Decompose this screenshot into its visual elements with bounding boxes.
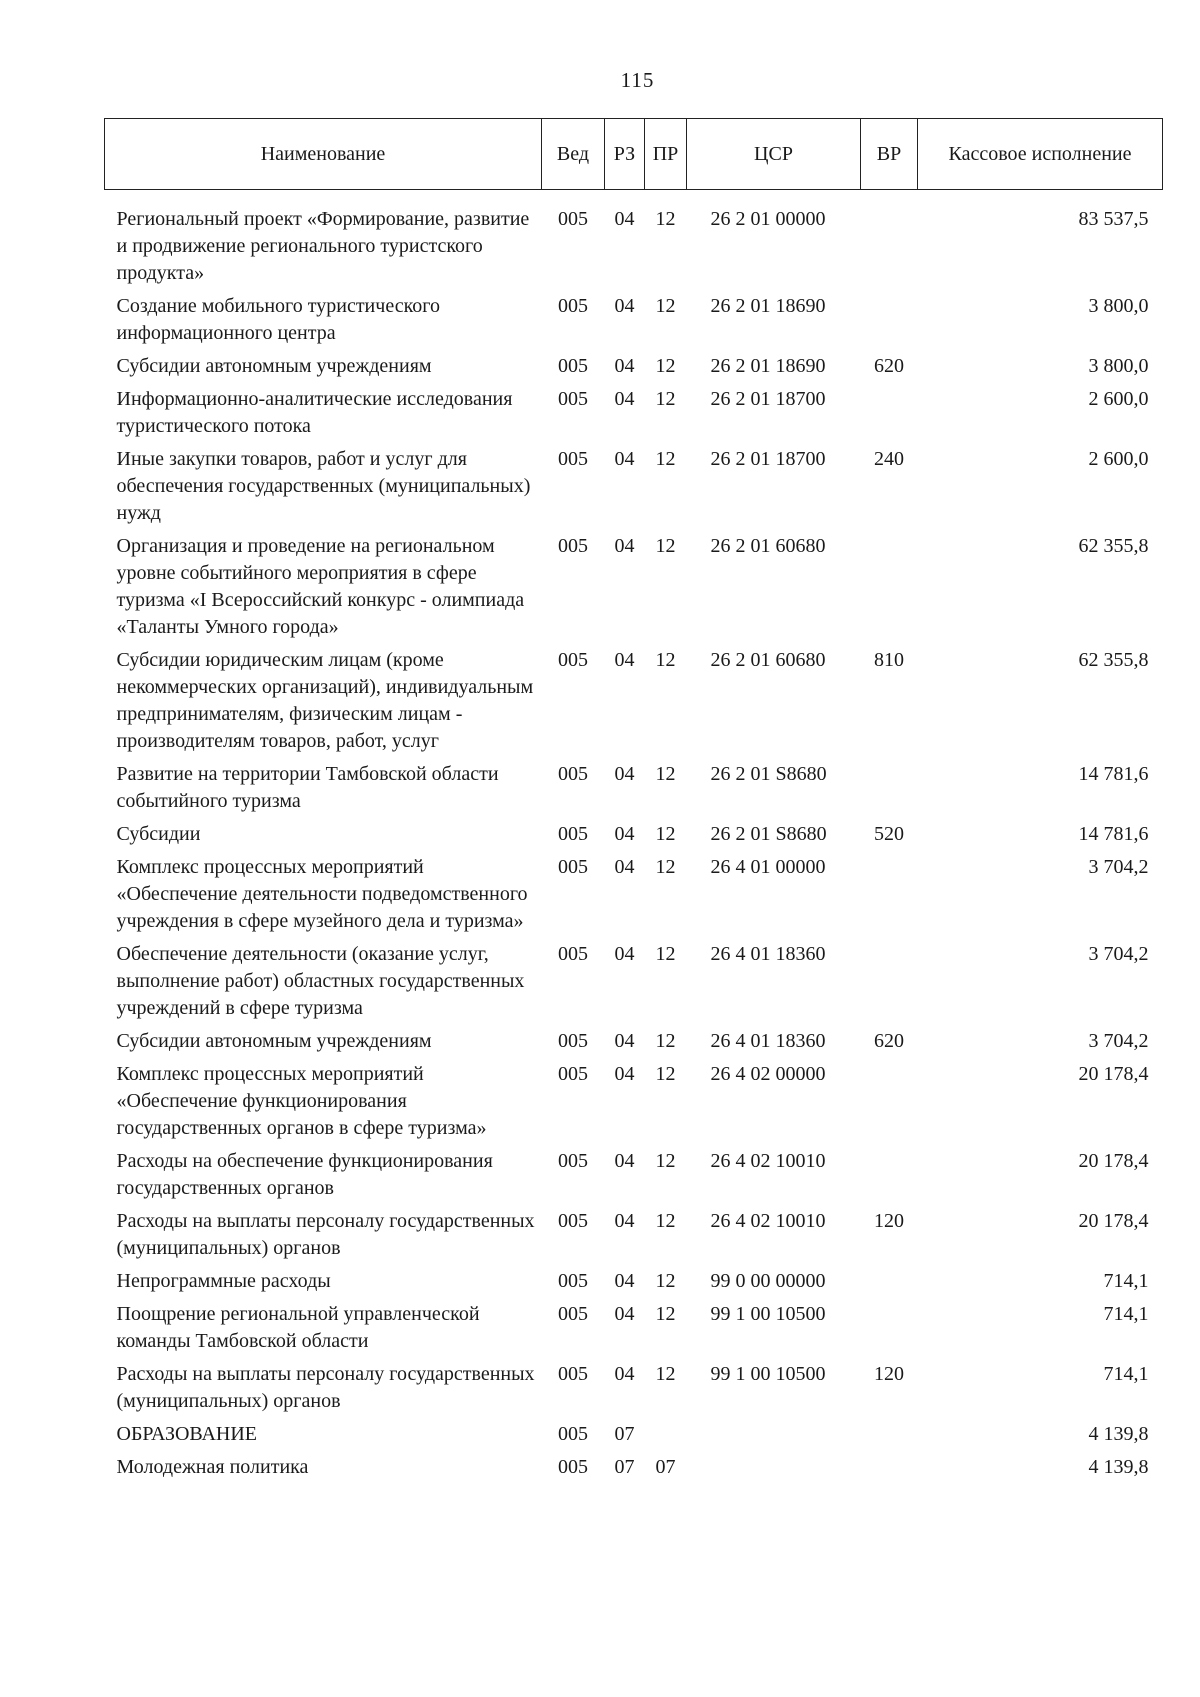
row-ved: 005 <box>558 823 588 845</box>
row-name: Информационно-аналитические исследования туристического потока <box>116 388 513 437</box>
table-row <box>105 293 1163 353</box>
row-rz: 04 <box>614 823 635 845</box>
row-pr: 12 <box>655 763 676 785</box>
row-ved: 005 <box>558 355 588 377</box>
row-name: Комплекс процессных мероприятий «Обеспечение функционирования государственных органов в сфере туризма» <box>116 1063 487 1139</box>
row-rz: 04 <box>614 388 635 410</box>
row-ved: 005 <box>558 1270 588 1292</box>
row-amount: 62 355,8 <box>1078 649 1149 671</box>
row-name: Субсидии <box>116 823 201 845</box>
row-rz: 04 <box>614 856 635 878</box>
row-pr: 12 <box>655 1270 676 1292</box>
row-name: Развитие на территории Тамбовской области событийного туризма <box>116 763 499 812</box>
table-row <box>105 647 1163 761</box>
row-vr <box>861 1301 918 1361</box>
row-name: Расходы на обеспечение функционирования государственных органов <box>116 1150 493 1199</box>
row-amount: 20 178,4 <box>1078 1150 1149 1172</box>
row-name: Комплекс процессных мероприятий «Обеспечение деятельности подведомственного учреждения в сфере музейного дела и туризма» <box>116 856 528 932</box>
row-pr: 12 <box>655 388 676 410</box>
row-rz: 04 <box>614 1063 635 1085</box>
row-ved: 005 <box>558 388 588 410</box>
row-pr: 12 <box>655 943 676 965</box>
row-pr: 12 <box>655 1030 676 1052</box>
row-csr: 26 4 02 10010 <box>710 1150 826 1172</box>
row-vr: 120 <box>874 1363 904 1385</box>
row-name: Обеспечение деятельности (оказание услуг, выполнение работ) областных государственных учреждений в сфере туризма <box>116 943 525 1019</box>
row-rz: 04 <box>614 1030 635 1052</box>
row-rz: 04 <box>614 208 635 230</box>
row-name: Иные закупки товаров, работ и услуг для обеспечения государственных (муниципальных) нужд <box>116 448 531 524</box>
table-body <box>105 190 1163 1488</box>
table-row <box>105 1361 1163 1421</box>
row-pr <box>645 1421 687 1454</box>
row-csr: 26 2 01 00000 <box>710 208 826 230</box>
row-ved: 005 <box>558 535 588 557</box>
row-amount: 3 704,2 <box>1088 1030 1149 1052</box>
row-rz: 04 <box>614 649 635 671</box>
row-csr: 26 4 02 00000 <box>710 1063 826 1085</box>
row-csr: 26 2 01 S8680 <box>710 763 827 785</box>
row-ved: 005 <box>558 1423 588 1445</box>
row-vr <box>861 1061 918 1148</box>
table-header-row <box>105 119 1163 190</box>
row-name: Молодежная политика <box>116 1456 309 1478</box>
row-pr: 12 <box>655 448 676 470</box>
row-rz: 04 <box>614 535 635 557</box>
row-vr <box>861 941 918 1028</box>
row-amount: 714,1 <box>1103 1270 1149 1292</box>
row-pr: 12 <box>655 823 676 845</box>
row-amount: 2 600,0 <box>1088 388 1149 410</box>
row-name: Субсидии автономным учреждениям <box>116 1030 432 1052</box>
table-row <box>105 1421 1163 1454</box>
row-csr <box>687 1454 861 1487</box>
budget-table <box>104 118 1163 1487</box>
row-rz: 04 <box>614 1150 635 1172</box>
row-vr: 810 <box>874 649 904 671</box>
header-pr: ПР <box>645 119 687 190</box>
page-number: 115 <box>620 68 655 92</box>
row-vr <box>861 1421 918 1454</box>
row-name: Расходы на выплаты персоналу государственных (муниципальных) органов <box>116 1363 535 1412</box>
row-csr: 26 2 01 18700 <box>710 448 826 470</box>
row-ved: 005 <box>558 295 588 317</box>
table-row <box>105 1454 1163 1487</box>
row-csr: 99 0 00 00000 <box>710 1270 826 1292</box>
row-vr <box>861 854 918 941</box>
row-amount: 20 178,4 <box>1078 1063 1149 1085</box>
row-ved: 005 <box>558 1063 588 1085</box>
row-vr <box>861 761 918 821</box>
table-row <box>105 533 1163 647</box>
row-amount: 20 178,4 <box>1078 1210 1149 1232</box>
table-row <box>105 1268 1163 1301</box>
row-csr: 26 4 01 18360 <box>710 943 826 965</box>
row-pr: 12 <box>655 649 676 671</box>
row-amount: 14 781,6 <box>1078 763 1149 785</box>
row-amount: 83 537,5 <box>1078 208 1149 230</box>
table-row <box>105 1028 1163 1061</box>
row-rz: 04 <box>614 1303 635 1325</box>
row-name: Региональный проект «Формирование, развитие и продвижение регионального туристского продукта» <box>116 208 530 284</box>
row-ved: 005 <box>558 1303 588 1325</box>
row-vr <box>861 533 918 647</box>
row-vr <box>861 1268 918 1301</box>
row-ved: 005 <box>558 1150 588 1172</box>
row-ved: 005 <box>558 208 588 230</box>
row-ved: 005 <box>558 1210 588 1232</box>
row-rz: 04 <box>614 295 635 317</box>
row-name: Организация и проведение на региональном уровне событийного мероприятия в сфере туризма «I Всероссийский конкурс - олимпиада «Таланты Умного города» <box>116 535 525 638</box>
row-vr: 120 <box>874 1210 904 1232</box>
row-amount: 3 704,2 <box>1088 943 1149 965</box>
row-pr: 12 <box>655 1303 676 1325</box>
row-csr: 26 4 01 00000 <box>710 856 826 878</box>
row-rz: 04 <box>614 1270 635 1292</box>
row-amount: 14 781,6 <box>1078 823 1149 845</box>
table-row <box>105 1301 1163 1361</box>
table-row <box>105 761 1163 821</box>
table-row <box>105 353 1163 386</box>
row-pr: 12 <box>655 1150 676 1172</box>
table-row <box>105 1148 1163 1208</box>
table-row <box>105 386 1163 446</box>
row-vr: 620 <box>874 355 904 377</box>
header-amount: Кассовое исполнение <box>918 119 1163 190</box>
row-pr: 12 <box>655 355 676 377</box>
row-csr: 99 1 00 10500 <box>710 1363 826 1385</box>
row-pr: 12 <box>655 208 676 230</box>
header-name: Наименование <box>105 119 542 190</box>
row-csr: 26 4 01 18360 <box>710 1030 826 1052</box>
row-amount: 3 704,2 <box>1088 856 1149 878</box>
row-amount: 3 800,0 <box>1088 295 1149 317</box>
table-row <box>105 190 1163 294</box>
row-name: Создание мобильного туристического информационного центра <box>116 295 440 344</box>
row-amount: 714,1 <box>1103 1363 1149 1385</box>
row-vr <box>861 1148 918 1208</box>
row-vr: 240 <box>874 448 904 470</box>
row-amount: 2 600,0 <box>1088 448 1149 470</box>
header-csr: ЦСР <box>687 119 861 190</box>
row-amount: 714,1 <box>1103 1303 1149 1325</box>
row-pr: 12 <box>655 856 676 878</box>
table-row <box>105 941 1163 1028</box>
row-name: ОБРАЗОВАНИЕ <box>116 1423 258 1445</box>
table-row <box>105 854 1163 941</box>
row-rz: 07 <box>614 1423 635 1445</box>
row-ved: 005 <box>558 763 588 785</box>
row-csr: 26 2 01 18700 <box>710 388 826 410</box>
row-ved: 005 <box>558 1030 588 1052</box>
header-rz: РЗ <box>605 119 645 190</box>
row-rz: 04 <box>614 763 635 785</box>
row-rz: 04 <box>614 355 635 377</box>
header-vr: ВР <box>861 119 918 190</box>
row-name: Субсидии юридическим лицам (кроме некоммерческих организаций), индивидуальным предпринимателям, физическим лицам - производителям товаров, работ, услуг <box>116 649 534 752</box>
row-vr <box>861 386 918 446</box>
table-row <box>105 446 1163 533</box>
row-pr: 12 <box>655 295 676 317</box>
row-name: Субсидии автономным учреждениям <box>116 355 432 377</box>
row-name: Поощрение региональной управленческой команды Тамбовской области <box>116 1303 480 1352</box>
row-pr: 12 <box>655 535 676 557</box>
row-ved: 005 <box>558 1456 588 1478</box>
row-rz: 04 <box>614 1210 635 1232</box>
row-amount: 4 139,8 <box>1088 1423 1149 1445</box>
row-vr: 620 <box>874 1030 904 1052</box>
row-ved: 005 <box>558 649 588 671</box>
row-vr: 520 <box>874 823 904 845</box>
row-ved: 005 <box>558 943 588 965</box>
row-csr: 26 2 01 60680 <box>710 649 826 671</box>
row-pr: 07 <box>655 1456 676 1478</box>
row-amount: 62 355,8 <box>1078 535 1149 557</box>
row-csr: 26 4 02 10010 <box>710 1210 826 1232</box>
row-csr: 26 2 01 18690 <box>710 295 826 317</box>
row-vr <box>861 1454 918 1487</box>
table-row <box>105 821 1163 854</box>
row-rz: 07 <box>614 1456 635 1478</box>
row-amount: 4 139,8 <box>1088 1456 1149 1478</box>
row-name: Расходы на выплаты персоналу государственных (муниципальных) органов <box>116 1210 535 1259</box>
row-csr: 26 2 01 60680 <box>710 535 826 557</box>
row-vr <box>861 293 918 353</box>
row-rz: 04 <box>614 448 635 470</box>
row-csr: 99 1 00 10500 <box>710 1303 826 1325</box>
row-amount: 3 800,0 <box>1088 355 1149 377</box>
row-csr: 26 2 01 18690 <box>710 355 826 377</box>
row-vr <box>861 190 918 294</box>
row-pr: 12 <box>655 1210 676 1232</box>
header-ved: Вед <box>542 119 605 190</box>
row-rz: 04 <box>614 943 635 965</box>
table-row <box>105 1061 1163 1148</box>
row-csr <box>687 1421 861 1454</box>
row-pr: 12 <box>655 1363 676 1385</box>
row-pr: 12 <box>655 1063 676 1085</box>
row-csr: 26 2 01 S8680 <box>710 823 827 845</box>
row-ved: 005 <box>558 1363 588 1385</box>
row-name: Непрограммные расходы <box>116 1270 331 1292</box>
row-ved: 005 <box>558 856 588 878</box>
table-row <box>105 1208 1163 1268</box>
row-rz: 04 <box>614 1363 635 1385</box>
row-ved: 005 <box>558 448 588 470</box>
